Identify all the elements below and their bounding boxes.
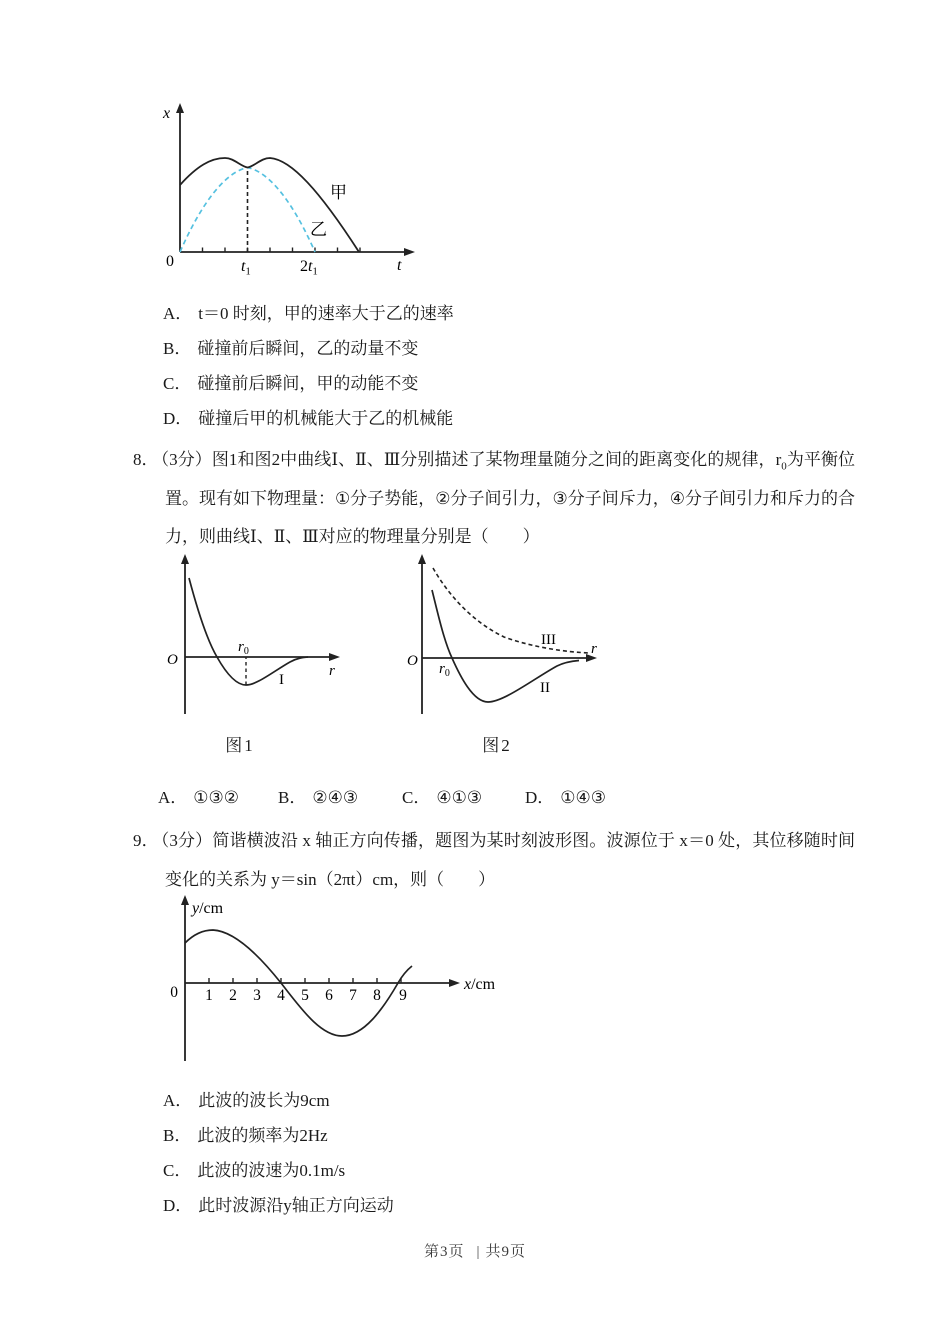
fig1-caption: 图1	[225, 736, 255, 755]
option-label: D．	[163, 409, 193, 428]
option-label: D．	[525, 788, 555, 807]
option-label: C．	[402, 788, 431, 807]
q9-number: 9．	[133, 831, 159, 850]
svg-text:5: 5	[301, 987, 309, 1004]
option-text: 此波的波长为9cm	[198, 1091, 330, 1110]
option-text: ②④③	[312, 788, 359, 807]
q8-option-c	[402, 783, 482, 813]
r0-label: $r_0$	[238, 639, 249, 657]
q9-stem	[133, 822, 855, 899]
q8-r-symbol: r	[775, 450, 782, 469]
t1-label: $t_1$	[241, 258, 251, 278]
origin-label: O	[407, 653, 418, 669]
curve-I-label: I	[279, 672, 284, 688]
t-axis-label: t	[397, 257, 402, 274]
q9-option-a	[163, 1083, 394, 1118]
curve-II	[432, 590, 579, 702]
option-label: B．	[163, 339, 192, 358]
curve-jia-label: 甲	[330, 183, 347, 202]
r-axis-label: r	[591, 641, 597, 657]
q7-option-a	[163, 296, 454, 331]
q8-option-a	[158, 783, 239, 813]
q8-r-subscript: 0	[781, 460, 787, 473]
option-label: B．	[278, 788, 307, 807]
q8-text-1: （3分）图1和图2中曲线Ⅰ、Ⅱ、Ⅲ分别描述了某物理量随分之间的距离变化的规律，	[160, 450, 776, 469]
svg-text:7: 7	[349, 987, 357, 1004]
wave-svg	[150, 893, 510, 1068]
svg-text:6: 6	[325, 987, 333, 1004]
option-text: 碰撞后甲的机械能大于乙的机械能	[198, 409, 454, 428]
r-axis-label: r	[329, 663, 335, 679]
t2-label: $2t_1$	[300, 258, 318, 278]
origin-label: O	[167, 652, 178, 668]
curve-III-label: III	[541, 632, 556, 648]
q8-text-2: 为平衡位置。现有如下物理量：①分子势能，②分子间引力，③分子间斥力，④分子间引力和斥力的合力，则曲线Ⅰ、Ⅱ、Ⅲ对应的物理量分别是（ ）	[165, 450, 856, 546]
curve-II-label: II	[540, 680, 550, 696]
option-text: 碰撞前后瞬间，乙的动量不变	[197, 339, 419, 358]
option-label: B．	[163, 1126, 192, 1145]
q7-options	[163, 296, 454, 436]
svg-text:3: 3	[253, 987, 261, 1004]
q9-option-b	[163, 1118, 394, 1153]
q7-option-b	[163, 331, 454, 366]
q8-option-d	[525, 783, 606, 813]
q7-figure-xt-graph	[155, 100, 425, 285]
svg-text:8: 8	[373, 987, 381, 1004]
r-axis-arrow-icon	[329, 653, 340, 661]
option-text: 此波的波速为0.1m/s	[197, 1161, 346, 1180]
x-axis-arrow-icon	[449, 979, 460, 987]
curve-III	[433, 568, 589, 653]
y-axis-arrow-icon	[418, 554, 426, 564]
option-text: ①④③	[560, 788, 607, 807]
xt-graph-svg	[155, 100, 425, 280]
option-label: A．	[158, 788, 188, 807]
option-text: 此时波源沿y轴正方向运动	[198, 1196, 394, 1215]
y-axis-arrow-icon	[176, 103, 184, 113]
fig1-svg	[160, 552, 360, 720]
r0-label: $r_0$	[439, 661, 450, 679]
q7-option-c	[163, 366, 454, 401]
q9-text: （3分）简谐横波沿 x 轴正方向传播，题图为某时刻波形图。波源位于 x＝0 处，其位移随时间变化的关系为 y＝sin（2πt）cm，则（ ）	[160, 831, 856, 889]
y-axis-label: y/cm	[192, 900, 224, 917]
curve-yi-label: 乙	[310, 220, 327, 239]
page-footer	[0, 1240, 950, 1261]
y-axis-label: x	[163, 105, 171, 122]
q8-figure2	[405, 552, 605, 725]
y-axis-arrow-icon	[181, 554, 189, 564]
curve-jia	[180, 158, 359, 252]
fig2-svg	[405, 552, 605, 720]
svg-text:1: 1	[205, 987, 213, 1004]
option-text: ①③②	[193, 788, 240, 807]
svg-text:9: 9	[399, 987, 407, 1004]
q9-option-c	[163, 1153, 394, 1188]
q9-option-d	[163, 1188, 394, 1223]
curve-I	[189, 578, 308, 685]
q8-stem	[133, 441, 855, 557]
svg-text:4: 4	[277, 987, 285, 1004]
option-text: 此波的频率为2Hz	[197, 1126, 328, 1145]
option-text: t＝0 时刻，甲的速率大于乙的速率	[198, 304, 454, 323]
footer-page-total: 共9页	[485, 1244, 527, 1260]
q8-number: 8．	[133, 450, 159, 469]
q9-wave-figure	[150, 893, 510, 1073]
origin-label: 0	[170, 984, 178, 1001]
footer-page-number: 第3页	[423, 1244, 465, 1260]
x-axis-tick-labels	[205, 987, 407, 1004]
q8-figure1	[160, 552, 360, 725]
option-label: D．	[163, 1196, 193, 1215]
option-label: A．	[163, 1091, 193, 1110]
footer-separator: |	[476, 1244, 481, 1260]
option-text: 碰撞前后瞬间，甲的动能不变	[197, 374, 419, 393]
option-text: ④①③	[436, 788, 483, 807]
svg-text:2: 2	[229, 987, 237, 1004]
x-axis-label: x/cm	[464, 976, 496, 993]
y-axis-arrow-icon	[181, 895, 189, 905]
origin-label: 0	[166, 253, 174, 270]
option-label: C．	[163, 374, 192, 393]
t-axis-arrow-icon	[404, 248, 415, 256]
q8-option-b	[278, 783, 358, 813]
q7-option-d	[163, 401, 454, 436]
q9-options	[163, 1083, 394, 1223]
option-label: A．	[163, 304, 193, 323]
option-label: C．	[163, 1161, 192, 1180]
fig2-caption: 图2	[482, 736, 512, 755]
